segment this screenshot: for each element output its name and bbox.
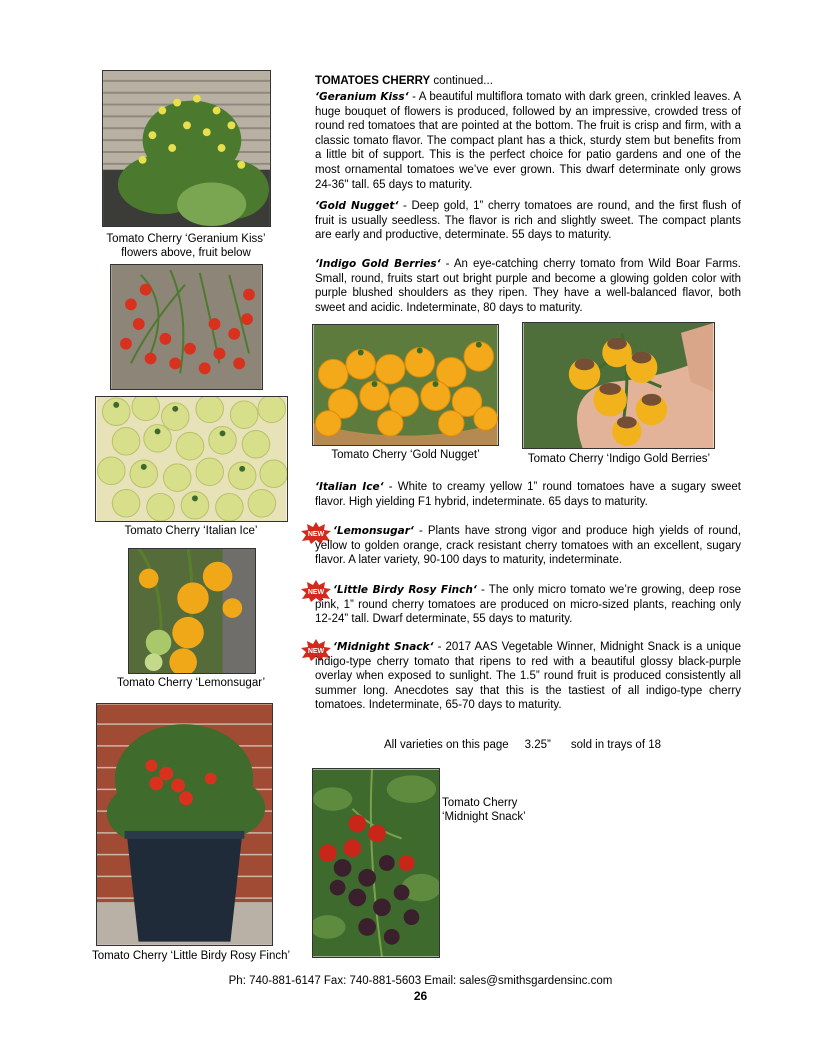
new-badge-text: NEW [307, 648, 325, 655]
midnight-snack-photo [312, 768, 440, 958]
variety-name: ‘Midnight Snack‘ [333, 641, 434, 653]
entry-little-birdy-rosy-finch [315, 583, 741, 627]
variety-name: ‘Geranium Kiss‘ [315, 91, 409, 103]
entry-gold-nugget [315, 199, 741, 243]
geranium-kiss-flowers-photo [102, 70, 271, 227]
entry-italian-ice [315, 480, 741, 509]
geranium-kiss-fruit-photo [110, 264, 263, 390]
variety-description: - Deep gold, 1” cherry tomatoes are round, and the first flush of fruit is usually seedless. The flavor is rich and slightly sweet. The compact plants are early and productive, determinate. 55 days to maturity. [315, 200, 741, 242]
rosy-finch-photo [96, 703, 273, 946]
rosy-finch-caption: Tomato Cherry ‘Little Birdy Rosy Finch’ [91, 950, 291, 962]
variety-name: ‘Gold Nugget‘ [315, 200, 399, 212]
variety-name: ‘Italian Ice‘ [315, 481, 384, 493]
entry-lemonsugar [315, 524, 741, 568]
pricing-note: sold in trays of 18 [570, 739, 662, 751]
section-heading-suffix: continued... [430, 75, 493, 87]
entry-indigo-gold-berries [315, 257, 741, 315]
variety-name: ‘Little Birdy Rosy Finch‘ [333, 584, 477, 596]
new-badge-text: NEW [307, 531, 325, 538]
variety-description: - Plants have strong vigor and produce high yields of round, yellow to golden orange, crack resistant cherry tomatoes with an excellent, sugary flavor. A later variety, 90-100 days to maturity, indeterminate. [315, 525, 741, 567]
geranium-kiss-caption-line1: Tomato Cherry ‘Geranium Kiss’ [106, 233, 266, 245]
pricing-size: 3.25” [524, 739, 551, 751]
variety-description: - A beautiful multiflora tomato with dark green, crinkled leaves. A huge bouquet of flowers is produced, followed by an impressive, crowded tress of round red tomatoes that are pointed at the bottom. The fruit is crisp and firm, with a classic tomato flavor. The compact plant has a thick, sturdy stem but benefits from a little bit of support. This is the perfect choice for patio gardens and one of the most ornamental tomatoes we’ve ever grown. This dwarf determinate only grows 24-36" tall. 65 days to maturity. [315, 91, 741, 191]
lemonsugar-photo [128, 548, 256, 674]
section-heading-title: TOMATOES CHERRY [315, 75, 431, 87]
new-badge-text: NEW [307, 589, 325, 596]
pricing-line [384, 739, 661, 751]
gold-nugget-photo [312, 324, 499, 446]
pricing-label: All varieties on this page [384, 739, 509, 751]
variety-description: - An eye-catching cherry tomato from Wild Boar Farms. Small, round, fruits start out bright purple and become a glowing golden color with purple blushed shoulders as they ripen. They have a well-balanced flavor, both sweet and acidic. Indeterminate, 80 days to maturity. [315, 258, 741, 314]
variety-description: - 2017 AAS Vegetable Winner, Midnight Snack is a unique indigo-type cherry tomato that ripens to red with a beautiful glossy black-purple overlay when exposed to sunlight. The 1.5” round fruit is produced consistently all summer long. Anecdotes say that this is the tastiest of all indigo-type cherry tomatoes. Indeterminate, 65-70 days to maturity. [315, 641, 741, 712]
variety-name: ‘Lemonsugar‘ [333, 525, 414, 537]
midnight-snack-caption-line2: ‘Midnight Snack’ [442, 811, 526, 823]
entry-midnight-snack [315, 640, 741, 713]
midnight-snack-caption-line1: Tomato Cherry [442, 797, 518, 809]
geranium-kiss-caption-line2: flowers above, fruit below [121, 247, 251, 259]
indigo-gold-berries-photo [522, 322, 715, 449]
lemonsugar-caption: Tomato Cherry ‘Lemonsugar’ [116, 677, 266, 689]
gold-nugget-caption: Tomato Cherry ‘Gold Nugget’ [331, 449, 480, 461]
variety-description: - The only micro tomato we’re growing, deep rose pink, 1” round cherry tomatoes are produced on micro-sized plants, reaching only 12-24” tall. Dwarf determinate, 55 days to maturity. [315, 584, 742, 626]
page-number: 26 [413, 989, 428, 1003]
entry-geranium-kiss [315, 90, 741, 192]
italian-ice-photo [95, 396, 288, 522]
variety-description: - White to creamy yellow 1” round tomatoes have a sugary sweet flavor. High yielding F1 hybrid, indeterminate. 65 days to maturity. [315, 481, 741, 508]
indigo-gold-berries-caption: Tomato Cherry ‘Indigo Gold Berries’ [527, 453, 711, 465]
italian-ice-caption: Tomato Cherry ‘Italian Ice’ [124, 525, 258, 537]
midnight-snack-caption [442, 796, 526, 824]
variety-name: ‘Indigo Gold Berries‘ [315, 258, 441, 270]
section-heading [315, 74, 741, 89]
footer-contact: Ph: 740-881-6147 Fax: 740-881-5603 Email: sales@smithsgardensinc.com [228, 975, 613, 987]
